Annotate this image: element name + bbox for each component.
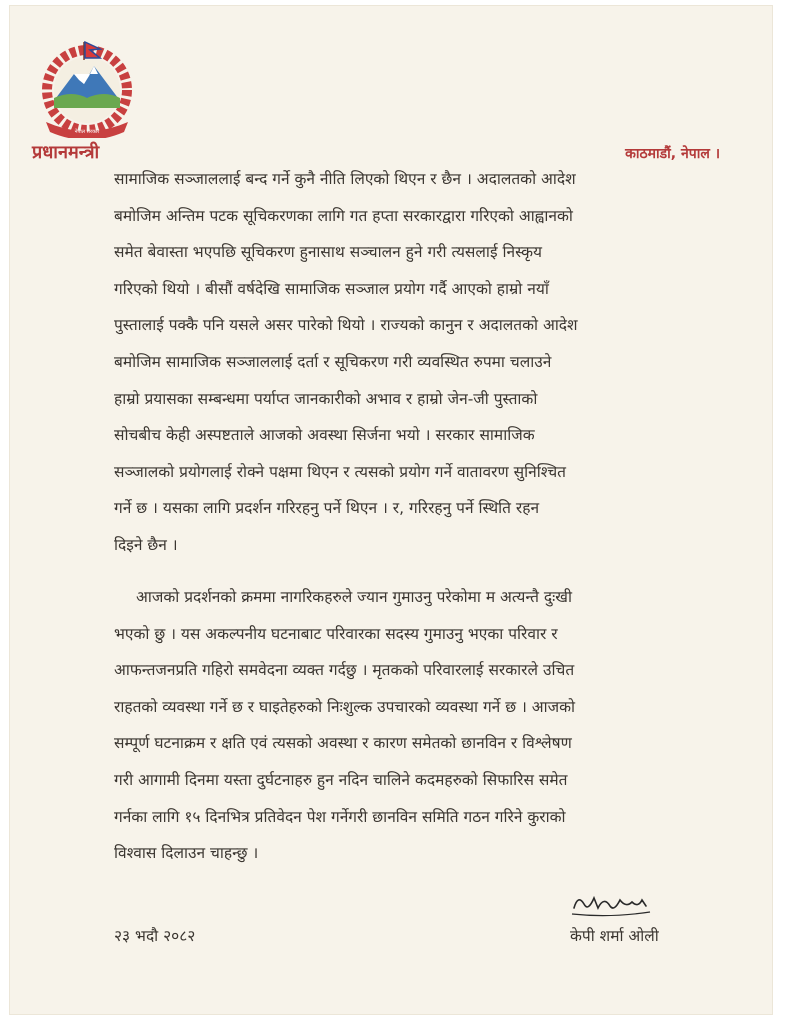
handwritten-signature-icon — [570, 886, 654, 920]
text-line: भएको छु । यस अकल्पनीय घटनाबाट परिवारका सदस्य गुमाउनु भएका परिवार र — [114, 624, 558, 643]
text-line: गर्ने छ । यसका लागि प्रदर्शन गरिरहनु पर्ने थिएन । र, गरिरहनु पर्ने स्थिति रहन — [114, 499, 540, 518]
signer-name: केपी शर्मा ओली — [570, 927, 659, 945]
text-line: बमोजिम सामाजिक सञ्जाललाई दर्ता र सूचिकरण गरी व्यवस्थित रुपमा चलाउने — [114, 352, 552, 371]
text-line: दिइने छैन । — [114, 535, 178, 554]
letterhead-office: प्रधानमन्त्री — [32, 142, 100, 163]
letterhead-place: काठमाडौं, नेपाल । — [625, 146, 720, 162]
text-line: सम्पूर्ण घटनाक्रम र क्षति एवं त्यसको अवस्था र कारण समेतको छानविन र विश्लेषण — [114, 734, 572, 753]
text-line: गरी आगामी दिनमा यस्ता दुर्घटनाहरु हुन नदिन चालिने कदमहरुको सिफारिस समेत — [114, 770, 568, 789]
text-line: समेत बेवास्ता भएपछि सूचिकरण हुनासाथ सञ्चालन हुने गरी त्यसलाई निस्कृय — [114, 243, 543, 262]
text-line: सामाजिक सञ्जाललाई बन्द गर्ने कुनै नीति लिएको थिएन र छैन । अदालतको आदेश — [114, 170, 576, 188]
text-line: सोचबीच केही अस्पष्टताले आजको अवस्था सिर्जना भयो । सरकार सामाजिक — [114, 426, 535, 445]
paragraph-2 — [114, 579, 670, 872]
letter-page — [10, 6, 772, 1014]
text-line: गर्नका लागि १५ दिनभित्र प्रतिवेदन पेश गर्नेगरी छानविन समिति गठन गरिने कुराको — [114, 807, 566, 826]
text-line: गरिएको थियो । बीसौं वर्षदेखि सामाजिक सञ्जाल प्रयोग गर्दै आएको हाम्रो नयाँ — [114, 279, 549, 298]
paragraph-1 — [114, 161, 670, 564]
text-line: राहतको व्यवस्था गर्ने छ र घाइतेहरुको निःशुल्क उपचारको व्यवस्था गर्ने छ । आजको — [114, 697, 576, 716]
text-line: आजको प्रदर्शनको क्रममा नागरिकहरुले ज्यान गुमाउनु परेकोमा म अत्यन्तै दुःखी — [136, 588, 572, 606]
letter-date: २३ भदौ २०८२ — [114, 927, 196, 945]
text-line: आफन्तजनप्रति गहिरो समवेदना व्यक्त गर्दछु । मृतकको परिवारलाई सरकारले उचित — [114, 661, 575, 680]
text-line: बमोजिम अन्तिम पटक सूचिकरणका लागि गत हप्ता सरकारद्वारा गरिएको आह्वानको — [114, 206, 573, 225]
text-line: हाम्रो प्रयासका सम्बन्धमा पर्याप्त जानकारीको अभाव र हाम्रो जेन-जी पुस्ताको — [114, 389, 538, 408]
text-line: विश्वास दिलाउन चाहन्छु । — [114, 844, 259, 863]
text-line: पुस्तालाई पक्कै पनि यसले असर पारेको थियो । राज्यको कानुन र अदालतको आदेश — [114, 316, 578, 335]
emblem-ribbon-text: नेपाल सरकार — [74, 129, 100, 135]
nepal-emblem-icon — [32, 36, 142, 138]
text-line: सञ्जालको प्रयोगलाई रोक्ने पक्षमा थिएन र त्यसको प्रयोग गर्ने वातावरण सुनिश्चित — [114, 462, 566, 481]
